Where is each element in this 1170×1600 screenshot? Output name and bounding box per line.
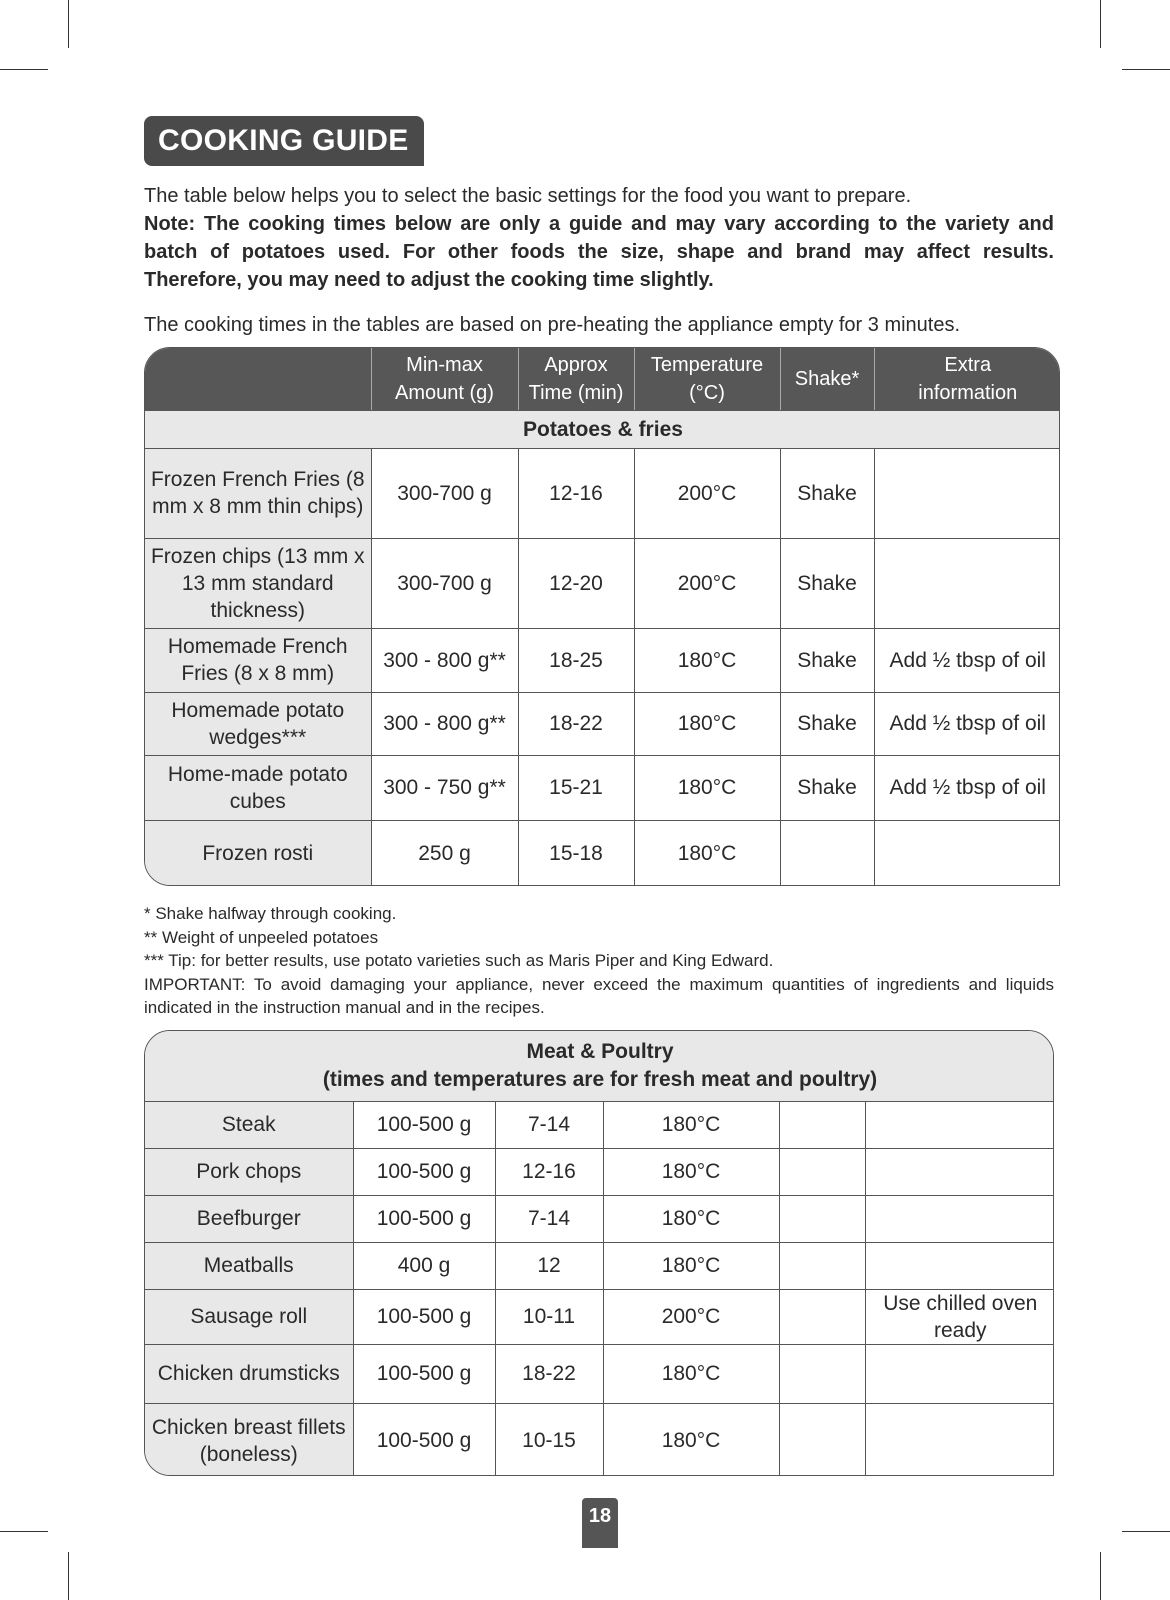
header-temperature: Temperature (°C): [634, 348, 780, 410]
time-cell: 12-20: [518, 538, 634, 628]
temp-cell: 200°C: [603, 1289, 779, 1344]
extra-cell: [874, 538, 1060, 628]
food-cell: Frozen rosti: [145, 820, 371, 886]
amount-cell: 400 g: [353, 1242, 495, 1289]
intro-text: The table below helps you to select the basic settings for the food you want to prepare.: [144, 185, 912, 207]
table-row: [145, 1344, 1054, 1403]
meat-table: [145, 1031, 1054, 1476]
shake-cell: [779, 1403, 865, 1476]
footnote-tip: *** Tip: for better results, use potato varieties such as Maris Piper and King Edward.: [144, 951, 774, 970]
time-cell: 10-15: [495, 1403, 603, 1476]
shake-cell: [779, 1344, 865, 1403]
shake-cell: Shake: [780, 755, 874, 820]
header-time: Approx Time (min): [518, 348, 634, 410]
amount-cell: 100-500 g: [353, 1148, 495, 1195]
temp-cell: 180°C: [603, 1101, 779, 1148]
table-row: [145, 1148, 1054, 1195]
food-cell: Steak: [145, 1101, 353, 1148]
extra-cell: [865, 1148, 1054, 1195]
amount-cell: 300 - 750 g**: [371, 755, 518, 820]
intro-section: [144, 182, 1054, 294]
section-row: [145, 1031, 1054, 1101]
shake-cell: Shake: [780, 628, 874, 692]
shake-cell: Shake: [780, 448, 874, 538]
page-number: 18: [582, 1498, 618, 1548]
temp-cell: 180°C: [603, 1195, 779, 1242]
potatoes-table-container: [144, 347, 1060, 886]
page-title: COOKING GUIDE: [144, 116, 424, 166]
food-cell: Home-made potato cubes: [145, 755, 371, 820]
time-cell: 18-25: [518, 628, 634, 692]
extra-cell: Add ½ tbsp of oil: [874, 628, 1060, 692]
food-cell: Chicken breast fillets (boneless): [145, 1403, 353, 1476]
header-extra: Extra information: [874, 348, 1060, 410]
section-row: [145, 410, 1060, 448]
temp-cell: 180°C: [634, 628, 780, 692]
amount-cell: 100-500 g: [353, 1344, 495, 1403]
shake-cell: [779, 1195, 865, 1242]
table-row: [145, 755, 1060, 820]
crop-mark: [1122, 69, 1170, 70]
time-cell: 18-22: [495, 1344, 603, 1403]
amount-cell: 300-700 g: [371, 448, 518, 538]
shake-cell: [779, 1242, 865, 1289]
extra-cell: [865, 1195, 1054, 1242]
extra-cell: [865, 1403, 1054, 1476]
time-cell: 7-14: [495, 1195, 603, 1242]
food-cell: Homemade French Fries (8 x 8 mm): [145, 628, 371, 692]
time-cell: 12: [495, 1242, 603, 1289]
footnote-shake: * Shake halfway through cooking.: [144, 904, 397, 923]
time-cell: 12-16: [495, 1148, 603, 1195]
extra-cell: [865, 1344, 1054, 1403]
food-cell: Frozen chips (13 mm x 13 mm standard thickness): [145, 538, 371, 628]
crop-mark: [1100, 0, 1101, 48]
temp-cell: 200°C: [634, 538, 780, 628]
extra-cell: Add ½ tbsp of oil: [874, 692, 1060, 755]
amount-cell: 300 - 800 g**: [371, 692, 518, 755]
table-header-row: [145, 348, 1060, 410]
extra-cell: [874, 820, 1060, 886]
temp-cell: 180°C: [634, 755, 780, 820]
shake-cell: Shake: [780, 692, 874, 755]
table-row: [145, 1403, 1054, 1476]
food-cell: Chicken drumsticks: [145, 1344, 353, 1403]
shake-cell: Shake: [780, 538, 874, 628]
table-row: [145, 692, 1060, 755]
time-cell: 15-21: [518, 755, 634, 820]
amount-cell: 100-500 g: [353, 1101, 495, 1148]
temp-cell: 180°C: [634, 692, 780, 755]
food-cell: Frozen French Fries (8 mm x 8 mm thin chips): [145, 448, 371, 538]
preheat-text: The cooking times in the tables are based on pre-heating the appliance empty for 3 minutes.: [144, 314, 961, 336]
food-cell: Beefburger: [145, 1195, 353, 1242]
section-title: Potatoes & fries: [145, 410, 1060, 448]
crop-mark: [68, 0, 69, 48]
extra-cell: Use chilled oven ready: [865, 1289, 1054, 1344]
temp-cell: 200°C: [634, 448, 780, 538]
header-shake: Shake*: [780, 348, 874, 410]
table-row: [145, 448, 1060, 538]
temp-cell: 180°C: [634, 820, 780, 886]
extra-cell: [865, 1101, 1054, 1148]
footnote-important: IMPORTANT: To avoid damaging your appliance, never exceed the maximum quantities of ingredients and liquids indicated in the instruction manual and in the recipes.: [144, 974, 1054, 1017]
food-cell: Pork chops: [145, 1148, 353, 1195]
meat-table-container: [144, 1030, 1054, 1476]
amount-cell: 100-500 g: [353, 1289, 495, 1344]
food-cell: Homemade potato wedges***: [145, 692, 371, 755]
time-cell: 18-22: [518, 692, 634, 755]
crop-mark: [1122, 1531, 1170, 1532]
crop-mark: [1100, 1552, 1101, 1600]
table-row: [145, 1289, 1054, 1344]
time-cell: 7-14: [495, 1101, 603, 1148]
amount-cell: 300-700 g: [371, 538, 518, 628]
footnote-weight: ** Weight of unpeeled potatoes: [144, 927, 379, 947]
amount-cell: 100-500 g: [353, 1195, 495, 1242]
table-row: [145, 1195, 1054, 1242]
table-row: [145, 1101, 1054, 1148]
amount-cell: 250 g: [371, 820, 518, 886]
temp-cell: 180°C: [603, 1344, 779, 1403]
header-amount: Min-max Amount (g): [371, 348, 518, 410]
amount-cell: 300 - 800 g**: [371, 628, 518, 692]
table-row: [145, 820, 1060, 886]
intro-note: Note: The cooking times below are only a guide and may vary according to the variety and batch of potatoes used. For other foods the size, shape and brand may affect results. Therefore, you may need to adjust the cooking time slightly.: [144, 213, 1054, 291]
amount-cell: 100-500 g: [353, 1403, 495, 1476]
shake-cell: [779, 1289, 865, 1344]
shake-cell: [780, 820, 874, 886]
temp-cell: 180°C: [603, 1242, 779, 1289]
extra-cell: [865, 1242, 1054, 1289]
food-cell: Meatballs: [145, 1242, 353, 1289]
section-title: Meat & Poultry (times and temperatures are for fresh meat and poultry): [145, 1031, 1054, 1101]
extra-cell: [874, 448, 1060, 538]
crop-mark: [0, 1531, 48, 1532]
time-cell: 10-11: [495, 1289, 603, 1344]
extra-cell: Add ½ tbsp of oil: [874, 755, 1060, 820]
temp-cell: 180°C: [603, 1148, 779, 1195]
header-food: [145, 348, 371, 410]
shake-cell: [779, 1101, 865, 1148]
shake-cell: [779, 1148, 865, 1195]
crop-mark: [0, 69, 48, 70]
table-row: [145, 628, 1060, 692]
table-row: [145, 538, 1060, 628]
temp-cell: 180°C: [603, 1403, 779, 1476]
crop-mark: [68, 1552, 69, 1600]
food-cell: Sausage roll: [145, 1289, 353, 1344]
table-row: [145, 1242, 1054, 1289]
time-cell: 12-16: [518, 448, 634, 538]
footnotes: [144, 902, 1054, 1020]
time-cell: 15-18: [518, 820, 634, 886]
potatoes-table: [145, 348, 1060, 886]
